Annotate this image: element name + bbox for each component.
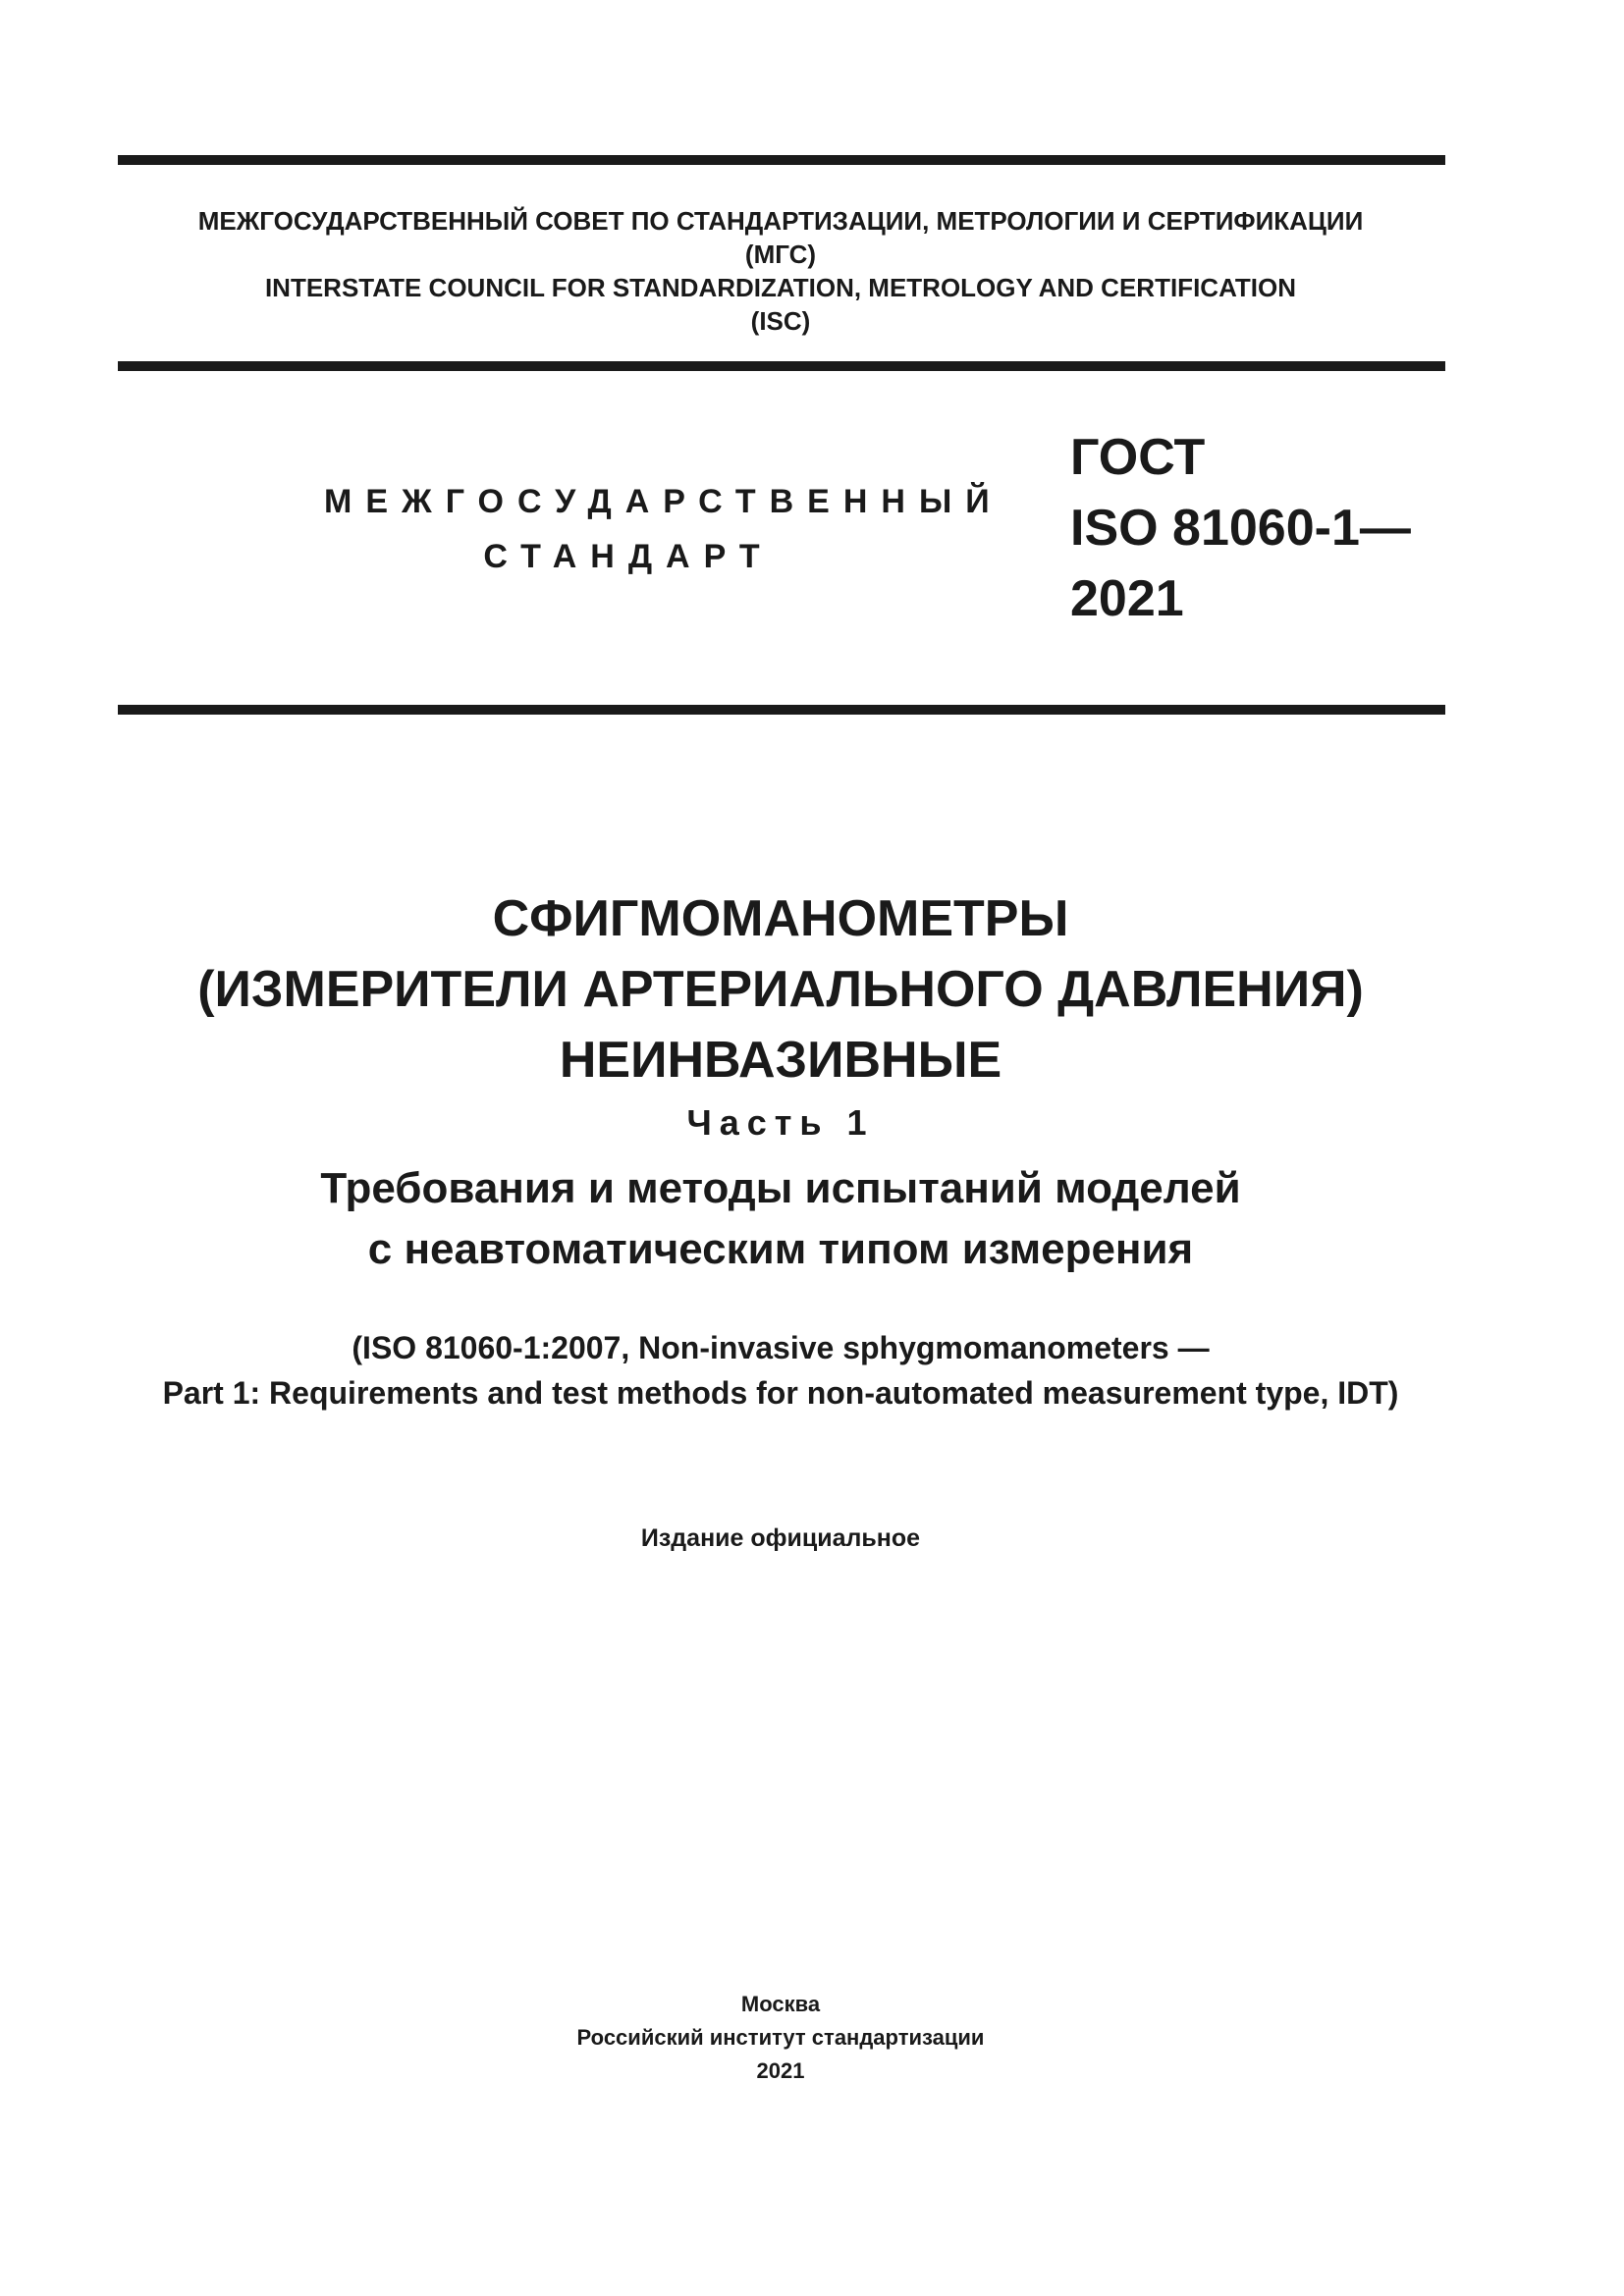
council-abbr-en: (ISC) (750, 306, 811, 336)
council-name-en: INTERSTATE COUNCIL FOR STANDARDIZATION, METROLOGY AND CERTIFICATION (264, 273, 1297, 302)
title-line1: СФИГМОМАНОМЕТРЫ (492, 890, 1069, 947)
publisher-city: Москва (740, 1992, 821, 2016)
iso-reference-line1: (ISO 81060-1:2007, Non-invasive sphygmomanometers — (352, 1330, 1210, 1365)
council-rule (118, 361, 1445, 371)
council-name-ru: МЕЖГОСУДАРСТВЕННЫЙ СОВЕТ ПО СТАНДАРТИЗАЦИИ, МЕТРОЛОГИИ И СЕРТИФИКАЦИИ (197, 206, 1364, 236)
publisher-block (0, 1988, 1561, 2088)
top-rule (118, 155, 1445, 165)
edition-label: Издание официальное (640, 1524, 921, 1552)
standard-kind-line2: СТАНДАРТ (483, 538, 774, 575)
part-label: Часть 1 (686, 1102, 875, 1143)
standard-code-line3: 2021 (1070, 570, 1184, 627)
title-line2: (ИЗМЕРИТЕЛИ АРТЕРИАЛЬНОГО ДАВЛЕНИЯ) (197, 961, 1364, 1018)
header-bottom-rule (118, 705, 1445, 715)
iso-reference (0, 1325, 1561, 1415)
title-line3: НЕИНВАЗИВНЫЕ (559, 1032, 1002, 1089)
council-header (0, 204, 1561, 338)
publisher-year: 2021 (756, 2058, 805, 2083)
standard-code (1070, 422, 1411, 634)
standard-kind (324, 474, 1003, 584)
document-subtitle (0, 1158, 1561, 1280)
council-abbr-ru: (МГС) (744, 240, 817, 269)
document-title (0, 883, 1561, 1095)
standard-kind-line1: МЕЖГОСУДАРСТВЕННЫЙ (324, 483, 1003, 520)
subtitle-line1: Требования и методы испытаний моделей (320, 1164, 1241, 1212)
publisher-institute: Российский институт стандартизации (576, 2025, 985, 2050)
iso-reference-line2: Part 1: Requirements and test methods for non-automated measurement type, IDT) (162, 1375, 1399, 1411)
standard-code-line2: ISO 81060-1— (1070, 500, 1411, 557)
subtitle-line2: с неавтоматическим типом измерения (367, 1225, 1194, 1273)
standard-code-line1: ГОСТ (1070, 429, 1206, 486)
